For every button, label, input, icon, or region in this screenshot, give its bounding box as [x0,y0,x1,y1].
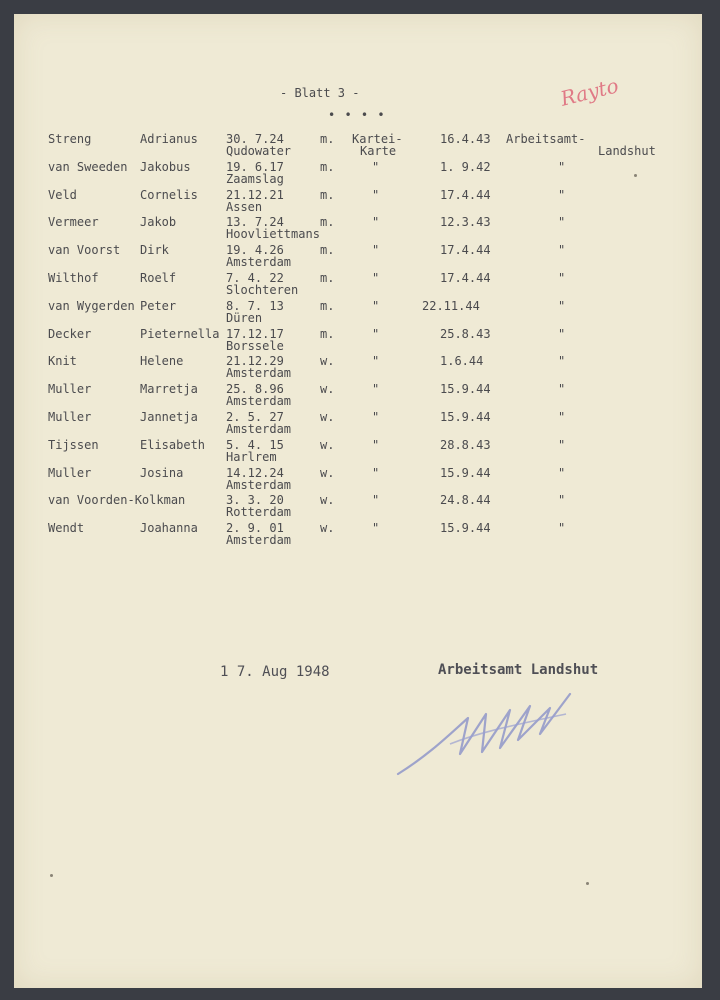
cell-office: " [558,521,566,536]
cell-surname: Decker [48,326,92,341]
cell-surname: Wendt [48,521,85,536]
cell-firstname: Jakobus [140,159,191,174]
cell-birthplace: Slochteren [226,283,299,297]
cell-surname: Muller [48,410,92,424]
table-row [14,382,702,410]
cell-doc: " [372,437,380,452]
cell-firstname: Helene [140,354,184,369]
cell-office: " [558,354,566,369]
cell-date: 12.3.43 [440,215,491,230]
table-row [14,271,702,299]
cell-doc: " [372,159,380,174]
cell-surname: van Voorst [48,243,121,258]
cell-office: " [558,159,566,174]
cell-sex: m. [320,215,335,230]
cell-dob: 25. 8.96 [226,382,284,397]
cell-office: " [558,326,566,341]
cell-sex: m. [320,159,335,174]
cell-dob: 19. 6.17 [226,159,284,174]
cell-doc: " [372,326,380,341]
table-row [14,354,702,382]
cell-firstname: Roelf [140,271,177,285]
cell-dob: 5. 4. 15 [226,437,284,452]
cell-sex: w. [320,521,335,536]
cell-birthplace: Assen [226,199,263,214]
cell-date: 16.4.43 [440,132,491,146]
cell-birthplace: Zaamslag [226,171,284,186]
signature-icon [390,674,580,784]
cell-birthplace: Amsterdam [226,422,292,436]
office-stamp: Arbeitsamt Landshut [438,662,599,678]
cell-doc: Kartei- [352,132,403,146]
cell-firstname: Joahanna [140,521,198,536]
cell-office: " [558,493,566,508]
cell-dob: 2. 5. 27 [226,410,284,424]
cell-date: 24.8.44 [440,493,491,508]
cell-firstname: Cornelis [140,187,198,202]
cell-doc: " [372,465,380,480]
cell-surname: van Voorden-Kolkman [48,493,186,508]
cell-birthplace: Amsterdam [226,255,292,270]
cell-firstname: Marretja [140,382,198,397]
cell-dob: 17.12.17 [226,326,284,341]
cell-surname: Muller [48,465,92,480]
cell-surname: Tijssen [48,437,99,452]
paper-speck [634,174,637,177]
cell-surname: van Wygerden [48,298,135,313]
cell-date: 17.4.44 [440,243,491,258]
table-row [14,466,702,494]
cell-surname: Vermeer [48,215,99,230]
cell-doc: " [372,521,380,536]
cell-dob: 3. 3. 20 [226,493,284,508]
cell-doc: " [372,271,380,285]
cell-doc: " [372,410,380,424]
page-header: - Blatt 3 - [280,86,360,100]
cell-birthplace: Rotterdam [226,505,292,520]
cell-date: 15.9.44 [440,410,491,424]
cell-firstname: Peter [140,298,177,313]
cell-doc: " [372,187,380,202]
cell-doc: " [372,243,380,258]
cell-birthplace: Hoovliettmans [226,227,320,242]
cell-sex: w. [320,437,335,452]
cell-date: 1. 9.42 [440,159,491,174]
cell-dob: 19. 4.26 [226,243,284,258]
cell-date: 28.8.43 [440,437,491,452]
table-row [14,410,702,438]
cell-office: " [558,298,566,313]
table-row [14,493,702,521]
cell-surname: Veld [48,187,77,202]
cell-sex: m. [320,298,335,313]
cell-firstname: Adrianus [140,132,198,146]
cell-office: " [558,382,566,397]
cell-surname: Wilthof [48,271,99,285]
paper-speck [50,874,53,877]
cell-birthplace: Amsterdam [226,366,292,381]
table-row [14,215,702,243]
cell-office: Arbeitsamt- [506,132,586,146]
cell-firstname: Elisabeth [140,437,206,452]
cell-office: " [558,187,566,202]
cell-firstname: Jannetja [140,410,198,424]
cell-surname: van Sweeden [48,159,128,174]
table-row [14,299,702,327]
cell-surname: Streng [48,132,92,146]
cell-birthplace: Amsterdam [226,394,292,409]
cell-sex: w. [320,382,335,397]
cell-office: " [558,243,566,258]
cell-dob: 8. 7. 13 [226,298,284,313]
header-dots: • • • • [328,108,386,122]
cell-office: " [558,465,566,480]
cell-surname: Muller [48,382,92,397]
cell-birthplace: Amsterdam [226,533,292,548]
cell-date: 22.11.44 [422,298,480,313]
cell-date: 15.9.44 [440,382,491,397]
cell-sex: w. [320,493,335,508]
cell-dob: 2. 9. 01 [226,521,284,536]
cell-dob: 7. 4. 22 [226,271,284,285]
cell-doc: " [372,493,380,508]
table-row [14,438,702,466]
cell-sex: w. [320,465,335,480]
cell-date: 17.4.44 [440,271,491,285]
cell-birthplace: Harlrem [226,449,277,464]
cell-date: 25.8.43 [440,326,491,341]
cell-sex: m. [320,187,335,202]
cell-office-line2: Landshut [598,144,656,158]
cell-sex: m. [320,243,335,258]
cell-doc-line2: Karte [360,144,397,158]
cell-firstname: Pieternella [140,326,220,341]
cell-office: " [558,215,566,230]
cell-birthplace: Qudowater [226,144,292,158]
cell-sex: m. [320,271,335,285]
table-row [14,327,702,355]
paper-speck [586,882,589,885]
cell-surname: Knit [48,354,77,369]
cell-date: 15.9.44 [440,521,491,536]
cell-sex: m. [320,326,335,341]
table-row [14,160,702,188]
cell-birthplace: Amsterdam [226,477,292,492]
cell-sex: m. [320,132,335,146]
cell-office: " [558,271,566,285]
table-row [14,132,702,160]
cell-doc: " [372,215,380,230]
cell-office: " [558,410,566,424]
cell-date: 15.9.44 [440,465,491,480]
cell-date: 17.4.44 [440,187,491,202]
cell-dob: 21.12.21 [226,187,284,202]
cell-birthplace: Düren [226,310,263,325]
document-page [14,14,702,988]
cell-birthplace: Borssele [226,338,284,353]
cell-dob: 13. 7.24 [226,215,284,230]
cell-dob: 14.12.24 [226,465,284,480]
cell-dob: 30. 7.24 [226,132,284,146]
table-row [14,243,702,271]
cell-doc: " [372,354,380,369]
cell-date: 1.6.44 [440,354,484,369]
table-row [14,521,702,549]
cell-dob: 21.12.29 [226,354,284,369]
date-stamp: 1 7. Aug 1948 [220,664,330,680]
cell-sex: w. [320,354,335,369]
table-row [14,188,702,216]
cell-sex: w. [320,410,335,424]
cell-firstname: Jakob [140,215,177,230]
cell-office: " [558,437,566,452]
cell-firstname: Josina [140,465,184,480]
cell-firstname: Dirk [140,243,169,258]
cell-doc: " [372,382,380,397]
handwritten-note: Rayto [557,73,621,111]
cell-doc: " [372,298,380,313]
